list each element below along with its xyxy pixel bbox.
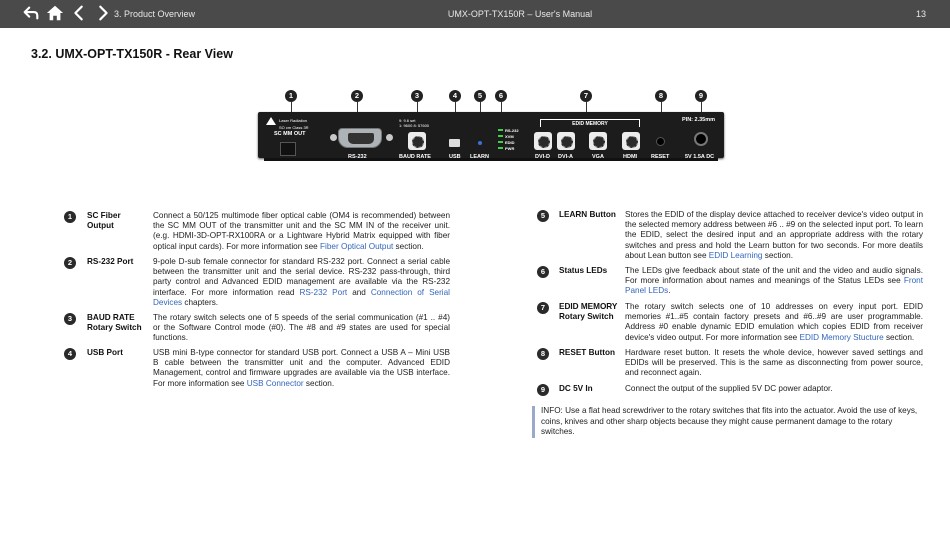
item-description: 9-pole D-sub female connector for standard RS-232 port. Connect a serial cable between the transmitter unit and the serial device. RS-232 pass-through, third party control and Advanced EDID management are available via the RS-232 interface. For more information read RS-232 Port and Connection of Serial Devices chapters. [153,257,450,307]
item-term: RS-232 Port [87,257,134,266]
warning-text-2: SO cm Class 3R [279,125,309,130]
screw-icon [386,134,393,141]
led-edid: EDID [498,139,519,145]
document-title: UMX-OPT-TX150R – User's Manual [447,9,593,19]
link-rs232-port[interactable]: RS-232 Port [299,287,348,297]
learn-label: LEARN [470,154,489,160]
pin-label: PIN: 2.35mm [682,117,716,123]
link-fiber-optical-output[interactable]: Fiber Optical Output [320,241,394,251]
device-rear-panel [258,90,724,168]
edid-memory-label: EDID MEMORY [572,121,608,127]
callout-6: 6 [495,90,507,102]
link-edid-learning[interactable]: EDID Learning [708,250,763,260]
sc-mm-out-label: SC MM OUT [274,131,306,137]
callout-9: 9 [695,90,707,102]
item-term: EDID MEMORY Rotary Switch [559,302,618,322]
reset-button[interactable] [656,137,665,146]
rs232-label: RS-232 [348,154,367,160]
item-number: 4 [64,348,76,360]
vga-label: VGA [592,154,604,160]
item-number: 2 [64,257,76,269]
item-description: Connect a 50/125 multimode fiber optical cable (OM4 is recommended) between the SC MM OUT of the transmitter unit and the SC MM IN of the receiver unit. (e.g. HDMI-3D-OPT-RX100RA or a Lightware Hybrid Matrix equipped with fiber optical input cards). For more information see Fiber Optical Output section. [153,211,450,251]
dvid-label: DVI-D [535,154,550,160]
led-xvm: XVM [498,133,519,139]
breadcrumb-section[interactable]: 3. Product Overview [114,9,196,19]
usb-port [449,139,460,147]
item-description: The LEDs give feedback about state of the unit and the video and audio signals. For more information about names and meanings of the Status LEDs see Front Panel LEDs. [625,266,923,296]
top-bar [0,0,950,28]
baud-rate-label: BAUD RATE [399,154,431,160]
baud-info-line-2: 1: 9600 8: 57600 [399,123,430,128]
db9-connector [338,128,382,148]
item-number: 8 [537,348,549,360]
led-pwr: PWR [498,145,519,151]
item-description: The rotary switch selects one of 10 addresses on every input port. EDID memories #1..#5 contain factory presets and #6..#9 are user programmable. Address #0 enable dynamic EDID emulation which copies EDID from receiver device's video output. For more information see EDID Memory Stucture section. [625,302,923,342]
info-note: INFO: Use a flat head screwdriver to the rotary switches that fits into the actuator. Avoid the use of keys, coins, knives and other sharp objects because they might cause permanent damage to the rotary switches. [532,406,928,438]
laser-warning [266,117,309,130]
edid-switch-dvid[interactable] [534,132,552,150]
callout-3: 3 [411,90,423,102]
screw-icon [330,134,337,141]
item-description: The rotary switch selects one of 5 speeds of the serial communication (#1 .. #4) or the Software Control mode (#0). The #8 and #9 states are used for special functions. [153,313,450,343]
page-title: 3.2. UMX-OPT-TX150R - Rear View [31,47,233,61]
link-edid-memory-structure[interactable]: EDID Memory Stucture [799,332,884,342]
item-term: BAUD RATE Rotary Switch [87,313,142,333]
item-number: 6 [537,266,549,278]
item-term: RESET Button [559,348,615,357]
item-term: USB Port [87,348,123,357]
link-connection-serial-devices[interactable]: Connection of Serial Devices [153,287,450,307]
item-number: 1 [64,211,76,223]
baud-info-line-1: 9: 9.6 set [399,118,416,123]
usb-label: USB [449,154,461,160]
edid-switch-dvia[interactable] [557,132,575,150]
edid-switch-hdmi[interactable] [622,132,640,150]
link-front-panel-leds[interactable]: Front Panel LEDs [625,276,923,296]
led-rs232: RS-232 [498,127,519,133]
item-number: 7 [537,302,549,314]
learn-button[interactable] [478,141,482,145]
reset-label: RESET [651,154,670,160]
callout-7: 7 [580,90,592,102]
warning-text: Laser Radiation [279,118,308,124]
item-term: SC Fiber Output [87,211,121,231]
callout-5: 5 [474,90,486,102]
item-number: 3 [64,313,76,325]
item-description: USB mini B-type connector for standard USB port. Connect a USB A – Mini USB B cable between the transmitter unit and the computer. Advanced EDID Management, control and firmware upgrades are available via the USB interface. For more information see USB Connector section. [153,348,450,388]
dc-label: 5V 1.5A DC [685,154,715,160]
item-term: LEARN Button [559,210,616,219]
callout-8: 8 [655,90,667,102]
dc-jack [694,132,708,146]
page-number: 13 [915,9,926,19]
item-term: DC 5V In [559,384,593,393]
device-base [264,158,718,161]
baud-rate-info [399,118,429,128]
status-leds [498,127,519,151]
edid-switch-vga[interactable] [589,132,607,150]
warning-triangle-icon [266,117,276,125]
fiber-connector [280,142,296,156]
item-term: Status LEDs [559,266,608,275]
item-description: Stores the EDID of the display device attached to receiver device's video output in the selected memory address between #6 .. #9 on the selected input port. To learn the EDID, select the desired input and an appropriate address with the rotary switches and press and hold the Learn button for two seconds. For more deatils about Lean button see EDID Learning section. [625,210,923,260]
item-description: Connect the output of the supplied 5V DC power adaptor. [625,384,833,393]
link-usb-connector[interactable]: USB Connector [246,378,304,388]
baud-rate-switch[interactable] [408,132,426,150]
item-number: 5 [537,210,549,222]
device-body [258,112,724,158]
callout-4: 4 [449,90,461,102]
callout-1: 1 [285,90,297,102]
callout-2: 2 [351,90,363,102]
dvia-label: DVI-A [558,154,573,160]
item-number: 9 [537,384,549,396]
item-description: Hardware reset button. It resets the whole device, however saved settings and EDIDs will be preserved. This is the same as disconnecting from power source, and reconnect again. [625,348,923,378]
hdmi-label: HDMI [623,154,638,160]
